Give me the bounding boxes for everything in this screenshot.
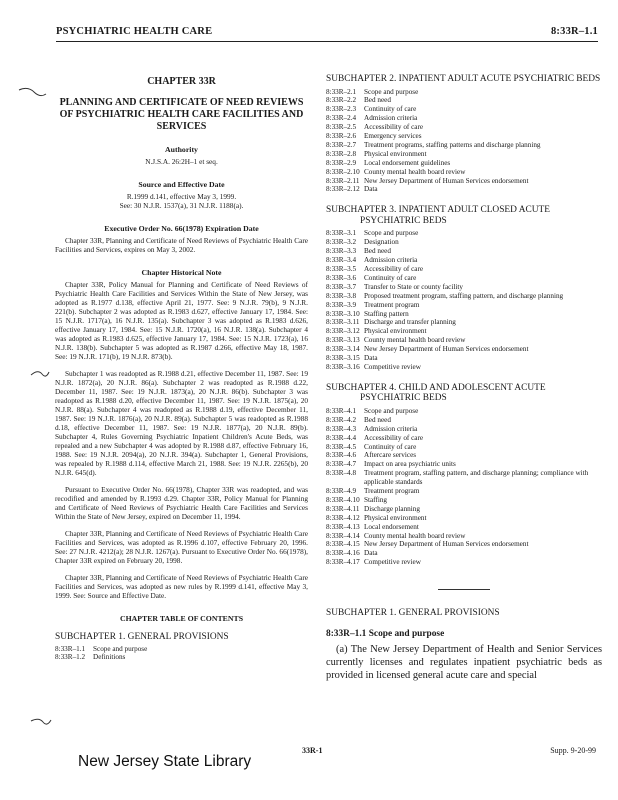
toc-item-number: 8:33R–4.9 xyxy=(326,487,357,496)
toc-item-title: Physical environment xyxy=(364,149,427,158)
toc-item-number: 8:33R–4.5 xyxy=(326,442,357,451)
subchapter-4-list xyxy=(326,407,602,567)
header-title: PSYCHIATRIC HEALTH CARE xyxy=(56,26,213,37)
toc-item xyxy=(326,532,602,541)
toc-item-title: Treatment program xyxy=(364,300,420,309)
toc-item xyxy=(326,505,602,514)
toc-item xyxy=(326,88,602,97)
toc-item-number: 8:33R–4.3 xyxy=(326,424,357,433)
toc-item xyxy=(326,407,602,416)
toc-heading: CHAPTER TABLE OF CONTENTS xyxy=(119,614,244,623)
toc-item xyxy=(326,283,602,292)
toc-item-number: 8:33R–2.5 xyxy=(326,123,357,132)
toc-item-number: 8:33R–4.14 xyxy=(326,531,360,540)
toc-item-number: 8:33R–4.12 xyxy=(326,513,360,522)
toc-item-title: County mental health board review xyxy=(364,336,466,345)
toc-item-title: Competitive review xyxy=(364,558,421,567)
toc-item-number: 8:33R–4.6 xyxy=(326,451,357,460)
toc-item-number: 8:33R–4.10 xyxy=(326,495,360,504)
toc-item-title: Accessibility of care xyxy=(364,123,424,132)
toc-item-number: 8:33R–3.12 xyxy=(326,327,360,336)
toc-item-title: Staffing xyxy=(364,495,388,504)
source-line-2: See: 30 N.J.R. 1537(a), 31 N.J.R. 1188(a). xyxy=(119,201,244,210)
toc-item-title: Staffing pattern xyxy=(364,309,409,318)
toc-item xyxy=(326,274,602,283)
toc-item-number: 8:33R–4.8 xyxy=(326,469,357,478)
toc-item xyxy=(326,168,602,177)
toc-item-title: Scope and purpose xyxy=(364,229,419,238)
toc-item-title: Continuity of care xyxy=(364,273,417,282)
toc-item xyxy=(55,653,308,662)
toc-item-number: 8:33R–2.7 xyxy=(326,140,357,149)
toc-item-number: 8:33R–3.10 xyxy=(326,309,360,318)
toc-item-number: 8:33R–3.3 xyxy=(326,247,357,256)
toc-item-number: 8:33R–1.2 xyxy=(55,653,86,662)
history-paragraph: Subchapter 1 was readopted as R.1988 d.21, effective December 11, 1987. See: 19 N.J.R. 1872(a), 20 N.J.R. 86(a). Subchapter 2 was readopted as R.1988 d.22, December 11, 1987. See: 19 N.J.R. 1873(a), 20 N.J.R. 86(b). Subchapter 3 was readopted as R.1988 d.20, effective December 11, 1987. See: 19 N.J.R. 1875(a), 20 N.J.R. 88(a). Subchapter 4 was readopted as R.1988 d.19, effective December 11, 1987. See: 19 N.J.R. 1876(a), 20 N.J.R. 89(a). Subchapter 5 was readopted as R.1988 d.18, effective December 11, 1987. See: 19 N.J.R. 1877(a), 20 N.J.R. 89(b). Subchapter 4, Rules Governing Psychiatric Inpatient Children's Acute Beds, was repealed and a new Subchapter 4 was adopted by R.1988 d.87, effective February 16, 1988. See: 19 N.J.R. 2094(a), 20 N.J.R. 394(a). Subchapter 1, General Provisions, was repealed by R.1988 d.114, effective March 21, 1988. See: 19 N.J.R. 2265(b), 20 N.J.R. 645(d). xyxy=(55,369,308,477)
exec-order-text: Chapter 33R, Planning and Certificate of Need Reviews of Psychiatric Health Care Facilities and Services, expires on May 3, 2002. xyxy=(55,236,308,254)
toc-item xyxy=(326,185,602,194)
toc-item-number: 8:33R–4.15 xyxy=(326,540,360,549)
toc-item xyxy=(326,150,602,159)
toc-item-title: Scope and purpose xyxy=(364,406,419,415)
toc-item xyxy=(55,645,308,654)
toc-item xyxy=(326,318,602,327)
history-heading: Chapter Historical Note xyxy=(141,268,222,277)
running-header xyxy=(56,26,598,39)
toc-item-title: Bed need xyxy=(364,415,391,424)
toc-item-number: 8:33R–2.1 xyxy=(326,87,357,96)
section-divider xyxy=(438,589,490,590)
toc-item xyxy=(326,123,602,132)
subchapter-1-heading: SUBCHAPTER 1. GENERAL PROVISIONS xyxy=(326,608,500,619)
margin-pen-mark xyxy=(18,84,48,98)
toc-item-title: Physical environment xyxy=(364,513,427,522)
toc-item-title: Accessibility of care xyxy=(364,265,424,273)
toc-item-number: 8:33R–3.1 xyxy=(326,229,357,238)
toc-item-title: County mental health board review xyxy=(364,167,466,176)
toc-item xyxy=(326,141,602,150)
toc-item-title: Discharge and transfer planning xyxy=(364,318,456,327)
toc-item-number: 8:33R–3.2 xyxy=(326,238,357,247)
toc-item-title: Scope and purpose xyxy=(93,644,148,653)
toc-item-title: Aftercare services xyxy=(364,451,417,460)
toc-item xyxy=(326,336,602,345)
toc-item xyxy=(326,354,602,363)
toc-item xyxy=(326,549,602,558)
toc-item xyxy=(326,114,602,123)
toc-item-number: 8:33R–4.1 xyxy=(326,406,357,415)
toc-item-title: Designation xyxy=(364,238,399,247)
history-paragraph: Pursuant to Executive Order No. 66(1978), Chapter 33R was readopted, and was recodified and amended by R.1993 d.29. Chapter 33R, Policy Manual for Planning and Certificate of Need Reviews of Psychiatric Health Care Facilities and Services Within the State of New Jersey, expired on December 11, 1994. xyxy=(55,485,308,521)
toc-item-title: Impact on area psychiatric units xyxy=(364,460,456,469)
toc-item-title: Local endorsement xyxy=(364,522,419,531)
toc-item-number: 8:33R–2.2 xyxy=(326,96,357,105)
toc-item xyxy=(326,345,602,354)
toc-item-number: 8:33R–2.11 xyxy=(326,176,360,185)
right-column xyxy=(326,76,602,683)
toc-item xyxy=(326,460,602,469)
toc-item-title: Data xyxy=(364,185,378,194)
page-number: 33R-1 xyxy=(302,746,323,755)
toc-item-title: Local endorsement guidelines xyxy=(364,158,451,167)
toc-item-number: 8:33R–4.13 xyxy=(326,522,360,531)
section-heading: 8:33R–1.1 Scope and purpose xyxy=(326,628,445,639)
toc-item-number: 8:33R–3.4 xyxy=(326,256,357,265)
toc-item-number: 8:33R–2.6 xyxy=(326,132,357,141)
toc-item-number: 8:33R–2.10 xyxy=(326,167,360,176)
toc-item-title: Treatment programs, staffing patterns and discharge planning xyxy=(364,140,541,149)
toc-item xyxy=(326,229,602,238)
subchapter-2-list xyxy=(326,88,602,195)
toc-item-number: 8:33R–1.1 xyxy=(55,644,86,653)
section-body: (a) The New Jersey Department of Health and Senior Services currently licenses and regulates inpatient psychiatric beds as provided in licensed general acute care and special xyxy=(326,644,602,681)
toc-item xyxy=(326,434,602,443)
toc-item xyxy=(326,496,602,505)
toc-item-title: Discharge planning xyxy=(364,504,420,513)
toc-item-number: 8:33R–3.13 xyxy=(326,336,360,345)
toc-item xyxy=(326,265,602,274)
chapter-title: PLANNING AND CERTIFICATE OF NEED REVIEWS OF PSYCHIATRIC HEALTH CARE FACILITIES AND SERVICES xyxy=(59,97,304,132)
toc-item-title: Treatment program, staffing pattern, and discharge planning; compliance with applicable standards xyxy=(364,469,589,487)
toc-item-number: 8:33R–4.2 xyxy=(326,415,357,424)
toc-item xyxy=(326,256,602,265)
toc-item xyxy=(326,469,602,487)
toc-item xyxy=(326,443,602,452)
margin-pen-mark xyxy=(30,716,52,726)
toc-item-title: Treatment program xyxy=(364,487,420,496)
subchapter-3-list xyxy=(326,229,602,372)
authority-heading: Authority xyxy=(165,145,198,154)
history-paragraph: Chapter 33R, Planning and Certificate of Need Reviews of Psychiatric Health Care Facilities and Services, was adopted as R.1996 d.107, effective February 20, 1996. See: 27 N.J.R. 4212(a); 28 N.J.R. 1267(a). Pursuant to Executive Order No. 66(1978), Chapter 33R expired on February 20, 1998. xyxy=(55,529,308,565)
toc-item xyxy=(326,159,602,168)
toc-item-title: Bed need xyxy=(364,96,391,105)
toc-item-number: 8:33R–2.4 xyxy=(326,114,357,123)
toc-item-title: Admission criteria xyxy=(364,424,418,433)
toc-item-title: Data xyxy=(364,549,378,558)
toc-item xyxy=(326,540,602,549)
toc-item xyxy=(326,451,602,460)
toc-item xyxy=(326,327,602,336)
toc-item-number: 8:33R–4.17 xyxy=(326,558,360,567)
toc-item-number: 8:33R–2.8 xyxy=(326,149,357,158)
toc-item xyxy=(326,487,602,496)
toc-item xyxy=(326,247,602,256)
toc-item-title: Accessibility of care xyxy=(364,433,424,442)
toc-item-title: Admission criteria xyxy=(364,256,418,265)
toc-item-title: Continuity of care xyxy=(364,442,417,451)
toc-item xyxy=(326,310,602,319)
toc-item-title: County mental health board review xyxy=(364,531,466,540)
toc-item-number: 8:33R–2.3 xyxy=(326,105,357,114)
toc-item xyxy=(326,523,602,532)
toc-item xyxy=(326,292,602,301)
toc-item-number: 8:33R–3.14 xyxy=(326,345,360,354)
toc-item-title: New Jersey Department of Human Services endorsement xyxy=(364,176,529,185)
source-heading: Source and Effective Date xyxy=(138,180,225,189)
subchapter-4-heading: SUBCHAPTER 4. CHILD AND ADOLESCENT ACUTE PSYCHIATRIC BEDS xyxy=(326,382,546,404)
header-rule xyxy=(56,41,598,42)
toc-item-number: 8:33R–3.6 xyxy=(326,273,357,282)
header-section: 8:33R–1.1 xyxy=(550,26,598,37)
margin-pen-mark xyxy=(30,366,50,380)
supplement-date: Supp. 9-20-99 xyxy=(550,746,596,755)
toc-item-number: 8:33R–4.11 xyxy=(326,504,360,513)
subchapter-3-heading: SUBCHAPTER 3. INPATIENT ADULT CLOSED ACUTE PSYCHIATRIC BEDS xyxy=(326,205,550,226)
toc-item-title: Emergency services xyxy=(364,132,422,141)
toc-item-title: Physical environment xyxy=(364,327,427,336)
toc-list xyxy=(55,645,308,663)
toc-item-number: 8:33R–2.12 xyxy=(326,185,360,194)
toc-item-title: Scope and purpose xyxy=(364,87,419,96)
toc-subchapter-heading: SUBCHAPTER 1. GENERAL PROVISIONS xyxy=(55,632,229,642)
toc-item xyxy=(326,514,602,523)
toc-item-title: Bed need xyxy=(364,247,391,256)
history-paragraph: Chapter 33R, Planning and Certificate of Need Reviews of Psychiatric Health Care Facilities and Services, was adopted as new rules by R.1999 d.141, effective May 3, 1999. See: Source and Effective Date. xyxy=(55,573,308,600)
toc-item xyxy=(326,177,602,186)
toc-item-title: Proposed treatment program, staffing pattern, and discharge planning xyxy=(364,291,564,300)
chapter-number: CHAPTER 33R xyxy=(147,76,216,87)
toc-item xyxy=(326,416,602,425)
toc-item xyxy=(326,425,602,434)
toc-item-title: New Jersey Department of Human Services endorsement xyxy=(364,345,529,354)
toc-item-number: 8:33R–3.7 xyxy=(326,282,357,291)
toc-item-number: 8:33R–3.16 xyxy=(326,362,360,371)
library-stamp: New Jersey State Library xyxy=(78,753,252,770)
toc-item xyxy=(326,558,602,567)
toc-item-title: New Jersey Department of Human Services endorsement xyxy=(364,540,529,549)
toc-item-number: 8:33R–3.11 xyxy=(326,318,360,327)
toc-item-number: 8:33R–4.16 xyxy=(326,549,360,558)
left-column xyxy=(55,76,308,662)
toc-item-number: 8:33R–3.5 xyxy=(326,265,357,273)
toc-item-title: Competitive review xyxy=(364,362,421,371)
authority-text: N.J.S.A. 26:2H–1 et seq. xyxy=(145,157,218,166)
toc-item xyxy=(326,96,602,105)
history-paragraph: Chapter 33R, Policy Manual for Planning and Certificate of Need Reviews of Psychiatric Health Care Facilities and Services Within the State of New Jersey, was adopted as R.1977 d.138, effective April 21, 1977. See: 9 N.J.R. 79(b), 9 N.J.R. 221(b). Subchapter 2 was adopted as R.1983 d.627, effective January 17, 1984. See: 15 N.J.R. 1717(a), 16 N.J.R. 135(a). Subchapter 3 was adopted as R.1983 d.626, effective January 17, 1984. See: 15 N.J.R. 1720(a), 16 N.J.R. 138(a). Subchapter 4 was adopted as R.1983 d.625, effective January 17, 1984. See: 15 N.J.R. 1723(a), 16 N.J.R. 138(b). Subchapter 5 was adopted as R.1987 d.266, effective May 18, 1987. See: 19 N.J.R. 171(b), 19 N.J.R. 873(b). xyxy=(55,280,308,361)
toc-item-title: Continuity of care xyxy=(364,105,417,114)
toc-item-number: 8:33R–4.7 xyxy=(326,460,357,469)
toc-item-title: Transfer to State or county facility xyxy=(364,282,463,291)
toc-item-title: Data xyxy=(364,354,378,363)
toc-item-number: 8:33R–3.8 xyxy=(326,291,357,300)
source-line-1: R.1999 d.141, effective May 3, 1999. xyxy=(126,192,237,201)
toc-item xyxy=(326,238,602,247)
toc-item xyxy=(326,105,602,114)
toc-item-title: Definitions xyxy=(93,653,126,662)
toc-item-number: 8:33R–3.9 xyxy=(326,300,357,309)
toc-item-number: 8:33R–3.15 xyxy=(326,354,360,363)
toc-item xyxy=(326,363,602,372)
toc-item-number: 8:33R–4.4 xyxy=(326,433,357,442)
subchapter-2-heading: SUBCHAPTER 2. INPATIENT ADULT ACUTE PSYCHIATRIC BEDS xyxy=(326,74,601,84)
toc-item xyxy=(326,301,602,310)
toc-item-title: Admission criteria xyxy=(364,114,418,123)
toc-item xyxy=(326,132,602,141)
exec-order-heading: Executive Order No. 66(1978) Expiration Date xyxy=(104,224,259,233)
toc-item-number: 8:33R–2.9 xyxy=(326,158,357,167)
